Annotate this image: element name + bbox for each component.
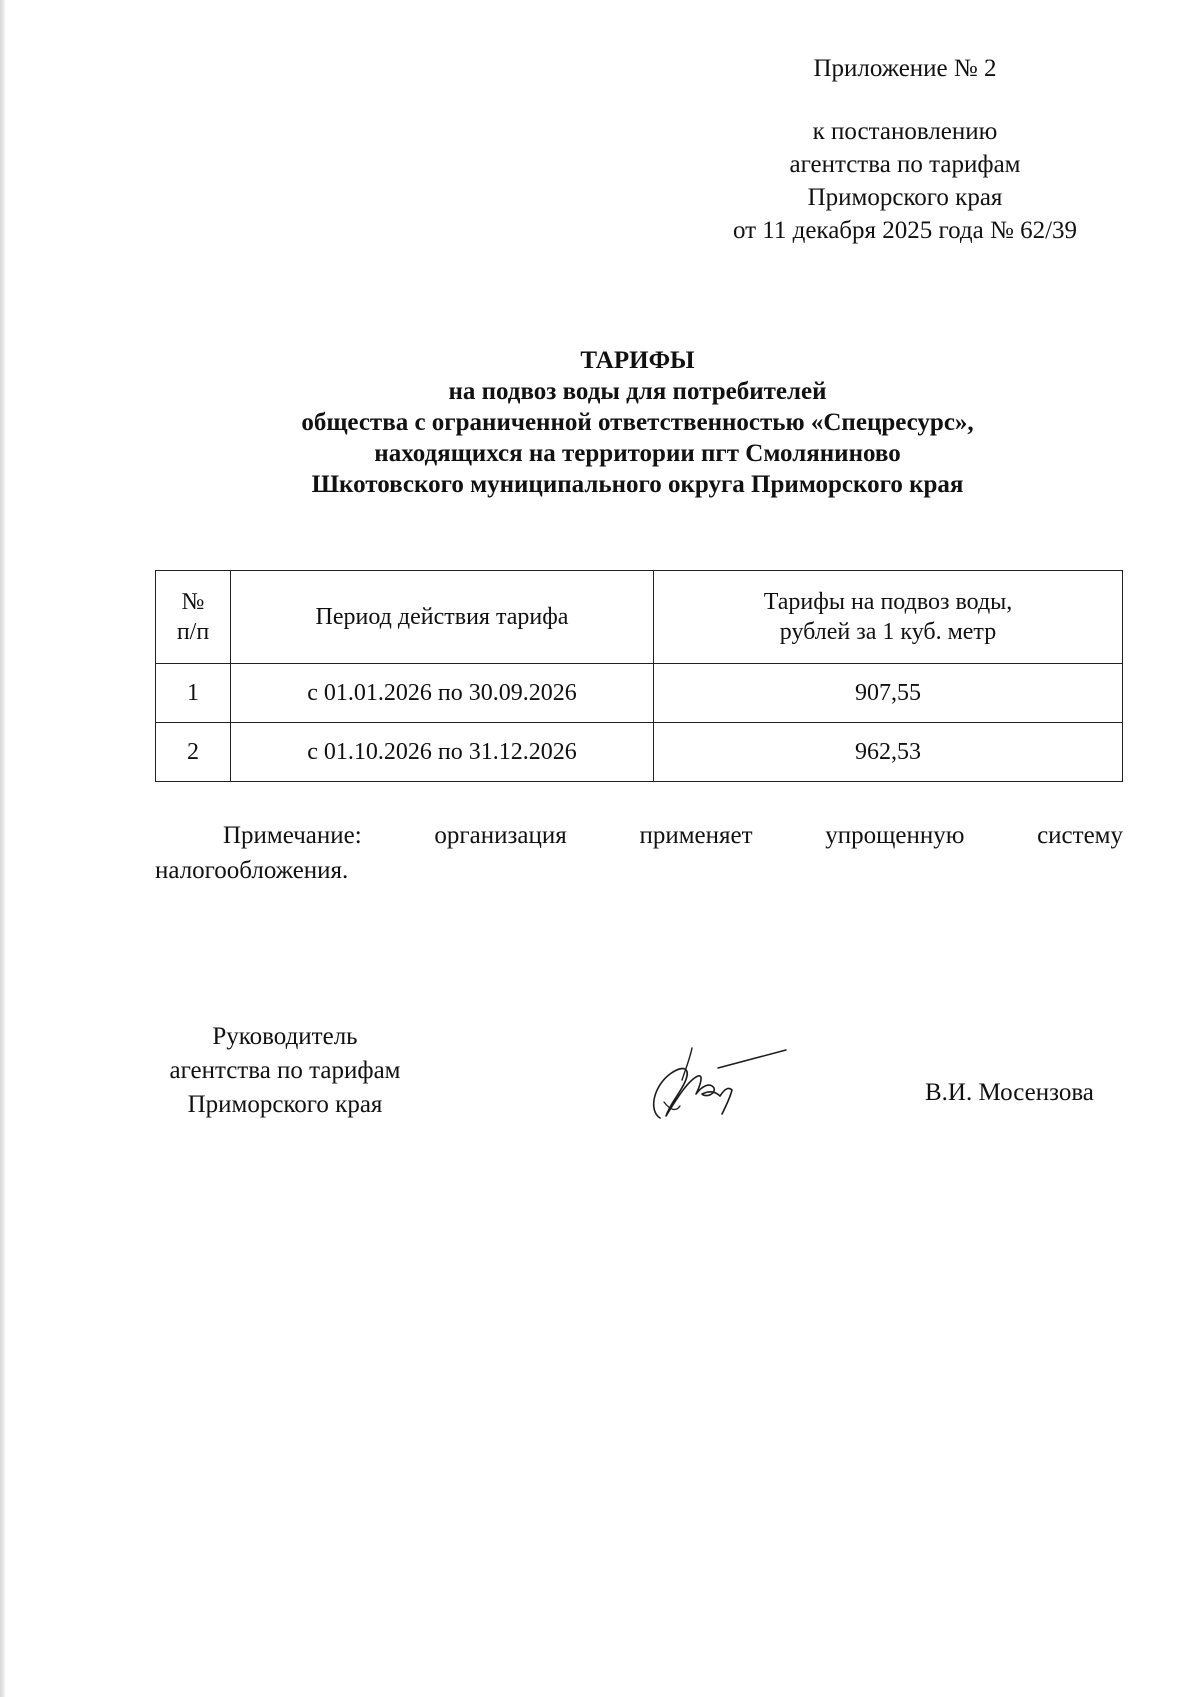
handwritten-signature <box>640 1040 790 1130</box>
appendix-date: от 11 декабря 2025 года № 62/39 <box>732 217 1078 244</box>
signer-title: Руководитель <box>212 1023 358 1050</box>
appendix-agency: агентства по тарифам <box>789 151 1021 178</box>
header-number: № п/п <box>156 571 231 664</box>
header-tariff: Тарифы на подвоз воды, рублей за 1 куб. метр <box>654 571 1123 664</box>
row-tariff: 962,53 <box>654 723 1123 782</box>
tax-note <box>155 818 1123 888</box>
signer-name: В.И. Мосензова <box>925 1079 1094 1106</box>
row-tariff: 907,55 <box>654 664 1123 723</box>
row-number: 2 <box>156 723 231 782</box>
note-line-2: налогообложения. <box>155 857 349 884</box>
signer-region: Приморского края <box>187 1091 383 1118</box>
signer-position <box>140 1020 430 1122</box>
document-title <box>150 345 1125 500</box>
row-period: с 01.01.2026 по 30.09.2026 <box>231 664 654 723</box>
title-line-2: общества с ограниченной ответственностью «Спецресурс», <box>301 409 974 436</box>
title-line-3: находящихся на территории пгт Смоляниново <box>374 440 901 467</box>
row-period: с 01.10.2026 по 31.12.2026 <box>231 723 654 782</box>
tariffs-table <box>155 570 1123 782</box>
table-header-row <box>156 571 1123 664</box>
scan-page-edge <box>0 0 5 1697</box>
title-line-1: на подвоз воды для потребителей <box>448 378 827 405</box>
signer-agency: агентства по тарифам <box>169 1057 401 1084</box>
appendix-region: Приморского края <box>807 184 1003 211</box>
title-line-4: Шкотовского муниципального округа Приморского края <box>311 471 964 498</box>
appendix-header <box>690 52 1120 247</box>
row-number: 1 <box>156 664 231 723</box>
table-row <box>156 723 1123 782</box>
appendix-number: Приложение № 2 <box>813 55 997 82</box>
note-line-1: Примечание: организация применяет упрощенную систему <box>223 822 1123 849</box>
appendix-reference: к постановлению <box>812 118 998 145</box>
header-period: Период действия тарифа <box>231 571 654 664</box>
title-heading: ТАРИФЫ <box>580 347 695 374</box>
table-row <box>156 664 1123 723</box>
